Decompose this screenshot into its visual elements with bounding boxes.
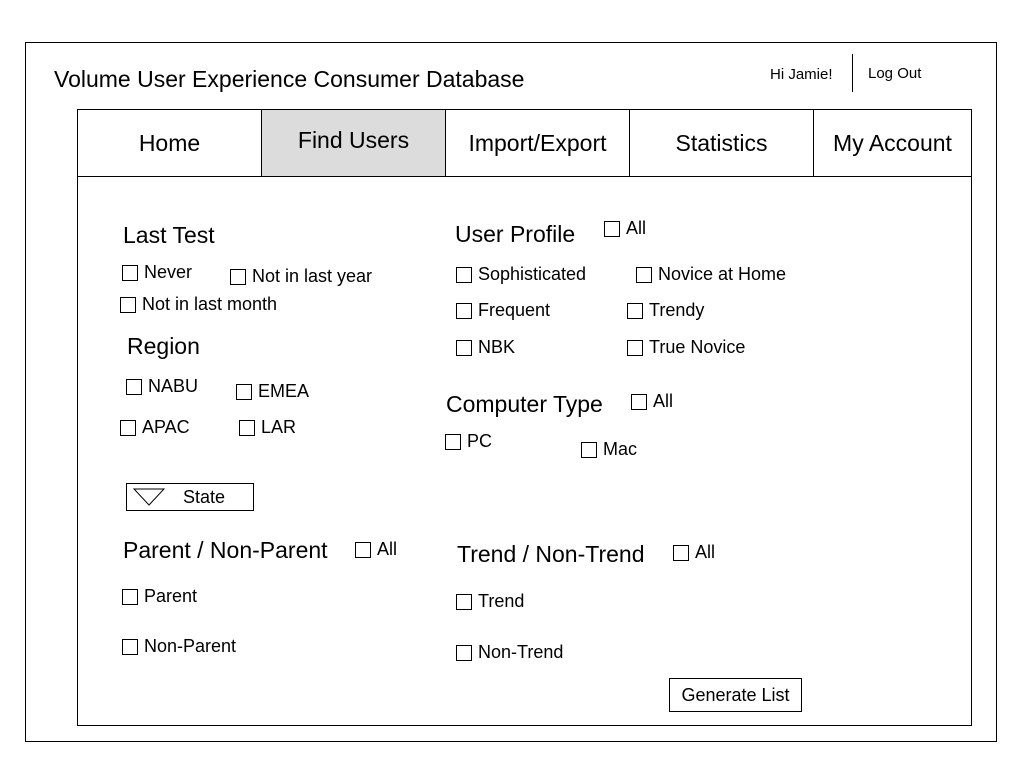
checkbox[interactable] bbox=[581, 442, 597, 458]
tab-import-export[interactable] bbox=[445, 109, 630, 177]
checkbox[interactable] bbox=[122, 265, 138, 281]
checkbox[interactable] bbox=[230, 269, 246, 285]
computer-type-heading: Computer Type bbox=[446, 391, 603, 417]
checkbox[interactable] bbox=[456, 594, 472, 610]
tab-statistics[interactable] bbox=[629, 109, 814, 177]
tab-find-users[interactable] bbox=[261, 109, 446, 177]
last-test-never-option[interactable] bbox=[122, 262, 192, 283]
option-label: Sophisticated bbox=[478, 264, 587, 284]
region-heading: Region bbox=[127, 333, 200, 359]
option-label: Parent bbox=[144, 586, 198, 606]
option-label: All bbox=[653, 391, 674, 411]
option-label: NABU bbox=[148, 376, 199, 396]
option-label: NBK bbox=[478, 337, 516, 357]
option-label: Trendy bbox=[649, 300, 705, 320]
computer-mac-option[interactable] bbox=[581, 439, 637, 460]
checkbox[interactable] bbox=[120, 420, 136, 436]
parent-all-option[interactable] bbox=[355, 539, 397, 560]
checkbox[interactable] bbox=[456, 340, 472, 356]
logout-link[interactable]: Log Out bbox=[868, 65, 922, 82]
checkbox[interactable] bbox=[120, 297, 136, 313]
option-label: APAC bbox=[142, 417, 190, 437]
checkbox[interactable] bbox=[122, 639, 138, 655]
state-label: State bbox=[183, 486, 226, 507]
tab-label: My Account bbox=[833, 129, 952, 156]
trend-all-option[interactable] bbox=[673, 542, 715, 563]
last-test-not-last-year-option[interactable] bbox=[230, 266, 372, 287]
option-label: Frequent bbox=[478, 300, 551, 320]
triangle-down-icon bbox=[133, 488, 165, 506]
trend-option[interactable] bbox=[456, 591, 524, 612]
nav-tabs bbox=[77, 109, 972, 178]
checkbox[interactable] bbox=[604, 221, 620, 237]
last-test-heading: Last Test bbox=[123, 222, 215, 248]
trend-heading: Trend / Non-Trend bbox=[457, 541, 645, 567]
state-dropdown[interactable] bbox=[126, 483, 254, 511]
computer-pc-option[interactable] bbox=[445, 431, 492, 452]
option-label: Trend bbox=[478, 591, 525, 611]
option-label: Never bbox=[144, 262, 193, 282]
checkbox[interactable] bbox=[456, 303, 472, 319]
parent-heading: Parent / Non-Parent bbox=[123, 537, 328, 563]
checkbox[interactable] bbox=[631, 394, 647, 410]
region-apac-option[interactable] bbox=[120, 417, 190, 438]
option-label: Non-Parent bbox=[144, 636, 237, 656]
non-trend-option[interactable] bbox=[456, 642, 563, 663]
tab-label: Find Users bbox=[297, 126, 410, 153]
checkbox[interactable] bbox=[236, 384, 252, 400]
tab-label: Import/Export bbox=[468, 129, 607, 156]
option-label: All bbox=[377, 539, 398, 559]
last-test-not-last-month-option[interactable] bbox=[120, 294, 277, 315]
option-label: LAR bbox=[261, 417, 297, 437]
tab-label: Home bbox=[138, 129, 201, 156]
option-label: Not in last month bbox=[142, 294, 278, 314]
header-divider bbox=[852, 54, 853, 92]
tab-label: Statistics bbox=[675, 129, 768, 156]
app-title: Volume User Experience Consumer Database bbox=[54, 66, 525, 92]
user-profile-heading: User Profile bbox=[455, 221, 576, 247]
option-label: All bbox=[695, 542, 716, 562]
profile-true-novice-option[interactable] bbox=[627, 337, 745, 358]
greeting-text: Hi Jamie! bbox=[770, 66, 833, 83]
computer-type-all-option[interactable] bbox=[631, 391, 673, 412]
option-label: All bbox=[626, 218, 647, 238]
non-parent-option[interactable] bbox=[122, 636, 236, 657]
checkbox[interactable] bbox=[239, 420, 255, 436]
option-label: Not in last year bbox=[252, 266, 373, 286]
profile-nbk-option[interactable] bbox=[456, 337, 515, 358]
region-nabu-option[interactable] bbox=[126, 376, 198, 397]
checkbox[interactable] bbox=[627, 303, 643, 319]
checkbox[interactable] bbox=[636, 267, 652, 283]
checkbox[interactable] bbox=[122, 589, 138, 605]
option-label: Non-Trend bbox=[478, 642, 564, 662]
checkbox[interactable] bbox=[355, 542, 371, 558]
profile-trendy-option[interactable] bbox=[627, 300, 704, 321]
generate-list-button[interactable]: Generate List bbox=[669, 678, 802, 712]
user-profile-all-option[interactable] bbox=[604, 218, 646, 239]
option-label: EMEA bbox=[258, 381, 310, 401]
option-label: PC bbox=[467, 431, 493, 451]
checkbox[interactable] bbox=[456, 267, 472, 283]
checkbox[interactable] bbox=[445, 434, 461, 450]
option-label: Mac bbox=[603, 439, 638, 459]
checkbox[interactable] bbox=[627, 340, 643, 356]
checkbox[interactable] bbox=[126, 379, 142, 395]
parent-option[interactable] bbox=[122, 586, 197, 607]
option-label: Novice at Home bbox=[658, 264, 787, 284]
checkbox[interactable] bbox=[673, 545, 689, 561]
profile-frequent-option[interactable] bbox=[456, 300, 550, 321]
tab-home[interactable] bbox=[77, 109, 262, 177]
profile-sophisticated-option[interactable] bbox=[456, 264, 586, 285]
checkbox[interactable] bbox=[456, 645, 472, 661]
option-label: True Novice bbox=[649, 337, 746, 357]
region-lar-option[interactable] bbox=[239, 417, 296, 438]
region-emea-option[interactable] bbox=[236, 381, 309, 402]
tab-my-account[interactable] bbox=[813, 109, 972, 177]
profile-novice-home-option[interactable] bbox=[636, 264, 786, 285]
